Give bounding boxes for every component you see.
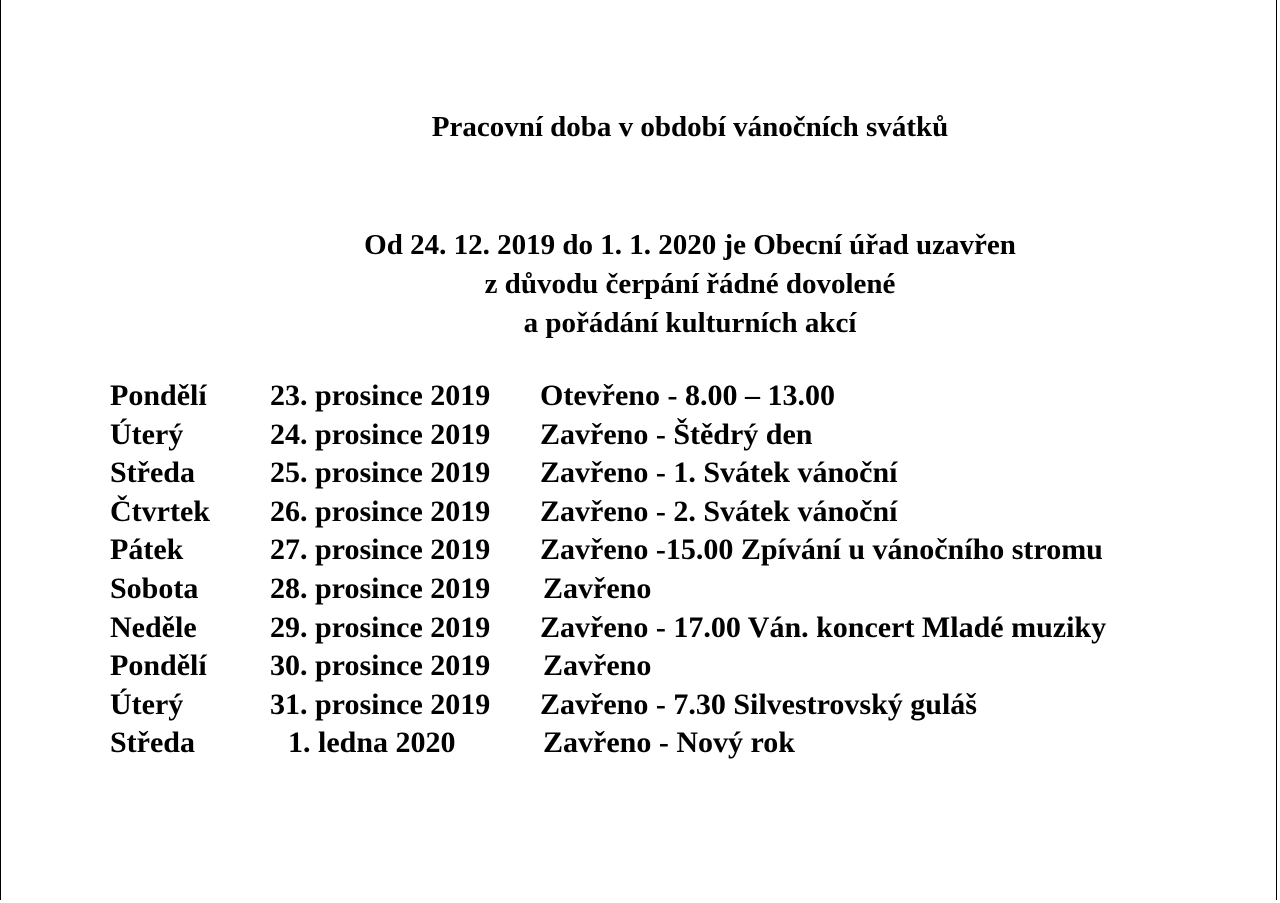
- schedule-status: Zavřeno - 1. Svátek vánoční: [540, 456, 898, 490]
- schedule-status: Zavřeno - 17.00 Ván. koncert Mladé muziky: [540, 610, 1107, 644]
- document-title: Pracovní doba v období vánočních svátků: [431, 111, 949, 143]
- schedule-day: Úterý: [110, 417, 184, 451]
- schedule-status: Otevřeno - 8.00 – 13.00: [540, 379, 835, 412]
- schedule-day: Pondělí: [110, 379, 207, 412]
- notice-line-3: a pořádání kulturních akcí: [523, 307, 857, 339]
- schedule-status: Zavřeno - Štědrý den: [540, 417, 813, 451]
- schedule-date: 24. prosince 2019: [270, 417, 491, 451]
- schedule-date: 26. prosince 2019: [270, 494, 491, 528]
- schedule-status: Zavřeno -15.00 Zpívání u vánočního stromu: [540, 533, 1103, 567]
- schedule-day: Pondělí: [110, 649, 207, 683]
- notice-line-1: Od 24. 12. 2019 do 1. 1. 2020 je Obecní úřad uzavřen: [364, 229, 1016, 261]
- schedule-date: 23. prosince 2019: [270, 379, 491, 412]
- schedule-day: Úterý: [110, 687, 184, 721]
- schedule-date: 1. ledna 2020: [288, 726, 456, 760]
- schedule-day: Neděle: [110, 610, 197, 644]
- notice-line-2: z důvodu čerpání řádné dovolené: [484, 268, 896, 300]
- schedule-day: Středa: [110, 456, 195, 490]
- schedule-status: Zavřeno - Nový rok: [543, 726, 795, 760]
- schedule-day: Čtvrtek: [110, 494, 210, 528]
- schedule-date: 29. prosince 2019: [270, 610, 491, 644]
- schedule-status: Zavřeno: [543, 649, 652, 683]
- schedule-day: Sobota: [110, 571, 199, 605]
- schedule-status: Zavřeno - 7.30 Silvestrovský guláš: [540, 687, 977, 721]
- schedule-date: 31. prosince 2019: [270, 687, 491, 721]
- schedule-status: Zavřeno - 2. Svátek vánoční: [540, 494, 898, 528]
- schedule-status: Zavřeno: [543, 571, 652, 605]
- schedule-day: Pátek: [110, 533, 184, 567]
- schedule-date: 27. prosince 2019: [270, 533, 491, 567]
- schedule-day: Středa: [110, 726, 195, 760]
- schedule-date: 28. prosince 2019: [270, 571, 491, 605]
- closure-notice: [0, 226, 1280, 343]
- schedule-date: 30. prosince 2019: [270, 649, 491, 683]
- schedule-date: 25. prosince 2019: [270, 456, 491, 490]
